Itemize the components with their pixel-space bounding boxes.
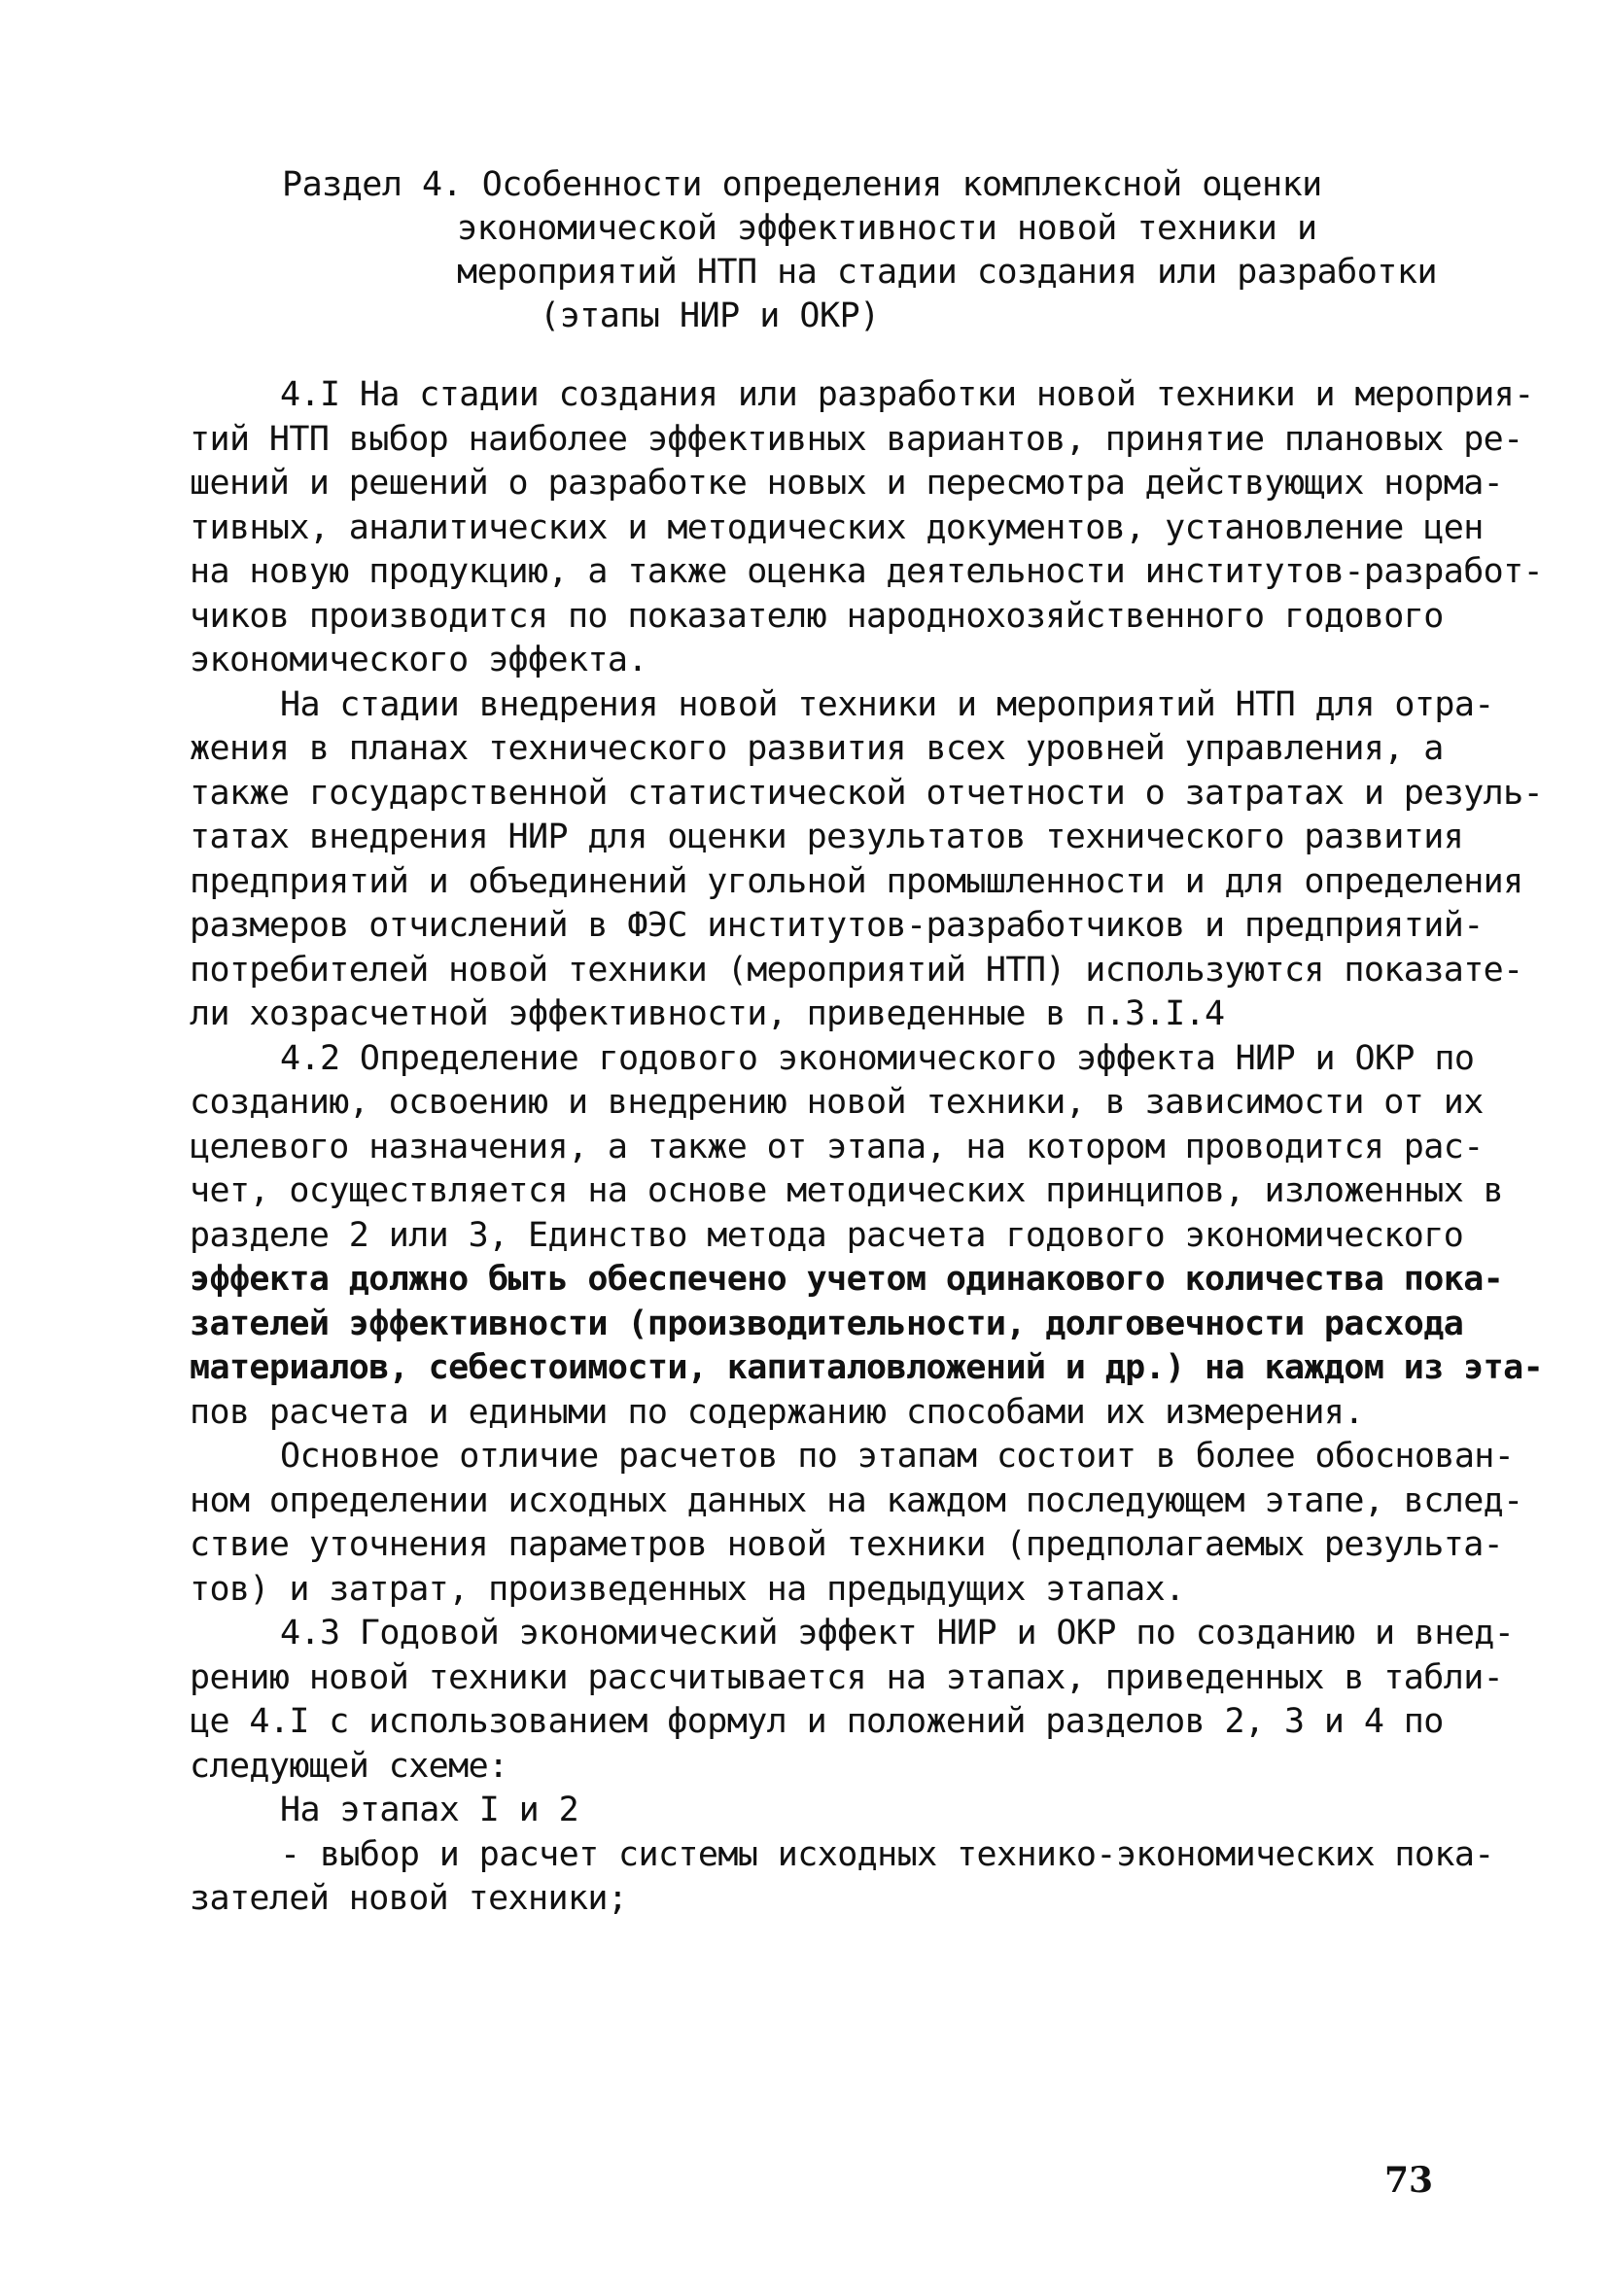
- text-line: татах внедрения НИР для оценки результатов технического развития: [190, 818, 1464, 856]
- text-line: це 4.I с использованием формул и положений разделов 2, 3 и 4 по: [190, 1702, 1444, 1741]
- text-line: потребителей новой техники (мероприятий НТП) используются показате-: [190, 950, 1523, 990]
- text-line: на новую продукцию, а также оценка деятельности институтов-разработ-: [190, 552, 1544, 591]
- text-line: чет, осуществляется на основе методических принципов, изложенных в: [190, 1171, 1504, 1210]
- heading-line: мероприятий НТП на стадии создания или разработки: [457, 253, 1438, 292]
- text-line: разделе 2 или 3, Единство метода расчета годового экономического: [190, 1215, 1464, 1255]
- text-line: тов) и затрат, произведенных на предыдущих этапах.: [190, 1569, 1185, 1609]
- text-line: эффекта должно быть обеспечено учетом одинакового количества пока-: [190, 1260, 1504, 1299]
- text-line: ствие уточнения параметров новой техники (предполагаемых результа-: [190, 1525, 1504, 1564]
- text-line: На стадии внедрения новой техники и мероприятий НТП для отра-: [280, 684, 1494, 724]
- text-line: ном определении исходных данных на каждом последующем этапе, вслед-: [190, 1480, 1523, 1520]
- text-line: ли хозрасчетной эффективности, приведенные в п.3.I.4: [190, 994, 1225, 1033]
- text-line: созданию, освоению и внедрению новой техники, в зависимости от их: [190, 1083, 1484, 1122]
- text-line: 4.3 Годовой экономический эффект НИР и ОКР по созданию и внед-: [280, 1614, 1515, 1652]
- text-line: тий НТП выбор наиболее эффективных вариантов, принятие плановых ре-: [190, 419, 1523, 459]
- text-line: жения в планах технического развития всех уровней управления, а: [190, 729, 1444, 768]
- text-line: шений и решений о разработке новых и пересмотра действующих норма-: [190, 464, 1504, 503]
- text-line: зателей новой техники;: [190, 1879, 628, 1918]
- text-line: материалов, себестоимости, капиталовложений и др.) на каждом из эта-: [190, 1348, 1544, 1387]
- section-heading: [282, 163, 1437, 338]
- text-line: следующей схеме:: [190, 1746, 508, 1786]
- text-line: целевого назначения, а также от этапа, на котором проводится рас-: [190, 1127, 1484, 1166]
- text-line: экономического эффекта.: [190, 641, 647, 679]
- page-number: 73: [1384, 2160, 1434, 2201]
- text-line: рению новой техники рассчитывается на этапах, приведенных в табли-: [190, 1657, 1504, 1697]
- text-line: предприятий и объединений угольной промышленности и для определения: [190, 861, 1523, 901]
- heading-line: (этапы НИР и ОКР): [540, 296, 880, 335]
- text-line: - выбор и расчет системы исходных технико-экономических пока-: [280, 1834, 1494, 1874]
- text-line: зателей эффективности (производительности, долговечности расхода: [190, 1304, 1464, 1343]
- body-text: [190, 373, 1543, 1922]
- heading-line: экономической эффективности новой техники и: [457, 209, 1317, 248]
- text-line: пов расчета и едиными по содержанию способами их измерения.: [190, 1392, 1364, 1432]
- text-line: 4.I На стадии создания или разработки новой техники и мероприя-: [280, 375, 1534, 414]
- heading-line: Раздел 4. Особенности определения комплексной оценки: [282, 165, 1322, 204]
- text-line: размеров отчислений в ФЭС институтов-разработчиков и предприятий-: [190, 906, 1484, 945]
- text-line: чиков производится по показателю народнохозяйственного годового: [190, 596, 1444, 636]
- text-line: На этапах I и 2: [280, 1791, 579, 1829]
- text-line: также государственной статистической отчетности о затратах и резуль-: [190, 773, 1544, 813]
- text-line: 4.2 Определение годового экономического эффекта НИР и ОКР по: [280, 1038, 1475, 1078]
- text-line: тивных, аналитических и методических документов, установление цен: [190, 507, 1484, 547]
- text-line: Основное отличие расчетов по этапам состоит в более обоснован-: [280, 1437, 1515, 1476]
